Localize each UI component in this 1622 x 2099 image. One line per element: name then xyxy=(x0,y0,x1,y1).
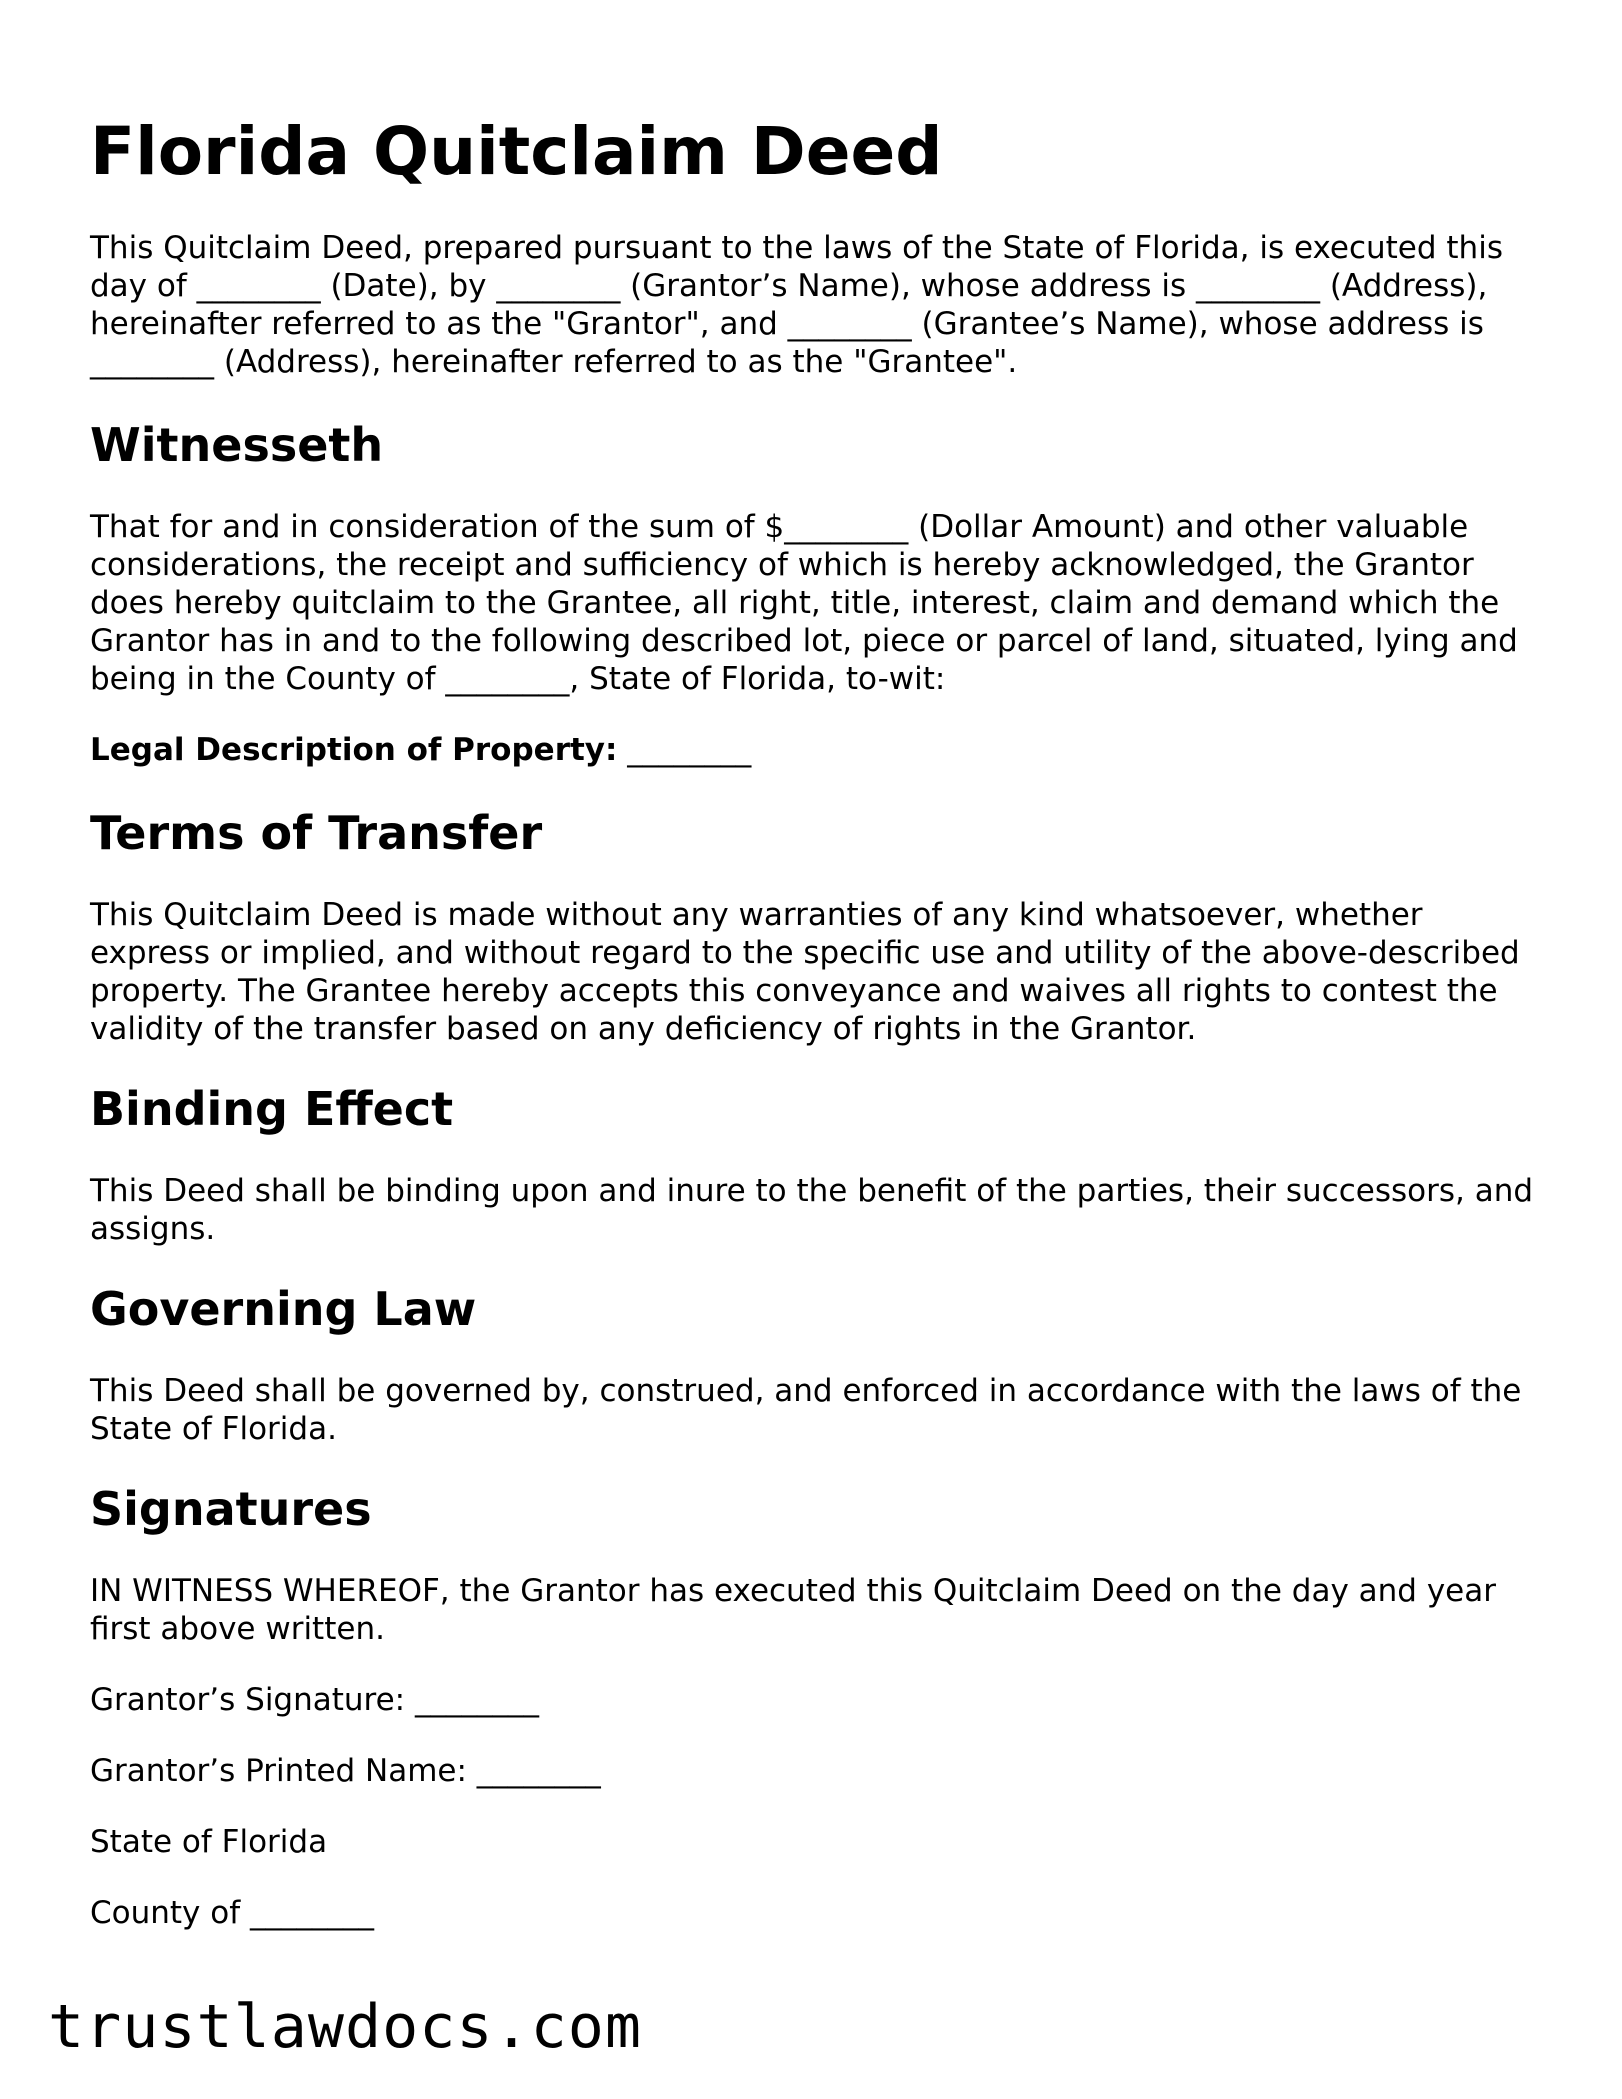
witnesseth-paragraph: That for and in consideration of the sum of $________ (Dollar Amount) and other valuable considerations, the receipt and sufficiency of which is hereby acknowledged, the Grantor does hereby quitclaim to the Grantee, all right, title, interest, claim and demand which the Grantor has in and to the following described lot, piece or parcel of land, situated, lying and being in the County of ________, State of Florida, to-wit: xyxy=(90,509,1518,697)
terms-heading: Terms of Transfer xyxy=(90,806,543,860)
legal-description-label: Legal Description of Property: xyxy=(90,732,618,768)
governing-paragraph: This Deed shall be governed by, construed, and enforced in accordance with the laws of the State of Florida. xyxy=(90,1373,1522,1447)
state-line: State of Florida xyxy=(90,1824,328,1860)
county-line: County of ________ xyxy=(90,1895,374,1931)
signatures-paragraph: IN WITNESS WHEREOF, the Grantor has executed this Quitclaim Deed on the day and year first above written. xyxy=(90,1573,1496,1647)
legal-description-blank: ________ xyxy=(617,732,752,768)
deed-document xyxy=(90,112,1550,1965)
binding-paragraph: This Deed shall be binding upon and inure to the benefit of the parties, their successors, and assigns. xyxy=(90,1173,1534,1247)
binding-heading: Binding Effect xyxy=(90,1082,454,1136)
intro-paragraph: This Quitclaim Deed, prepared pursuant to the laws of the State of Florida, is executed this day of ________ (Date), by ________ (Grantor’s Name), whose address is ________ (Address), hereinafter referred to as the "Grantor", and ________ (Grantee’s Name), whose address is ________ (Address), hereinafter referred to as the "Grantee". xyxy=(90,230,1503,380)
grantor-signature-line: Grantor’s Signature: ________ xyxy=(90,1682,539,1718)
terms-paragraph: This Quitclaim Deed is made without any warranties of any kind whatsoever, whether express or implied, and without regard to the specific use and utility of the above-described property. The Grantee hereby accepts this conveyance and waives all rights to contest the validity of the transfer based on any deficiency of rights in the Grantor. xyxy=(90,897,1520,1047)
grantor-printed-name-line: Grantor’s Printed Name: ________ xyxy=(90,1753,601,1789)
witnesseth-heading: Witnesseth xyxy=(90,418,384,472)
document-title: Florida Quitclaim Deed xyxy=(90,113,943,190)
watermark-text: trustlawdocs.com xyxy=(48,1992,642,2062)
governing-heading: Governing Law xyxy=(90,1282,477,1336)
signatures-heading: Signatures xyxy=(90,1482,372,1536)
legal-description-line xyxy=(90,731,1550,769)
